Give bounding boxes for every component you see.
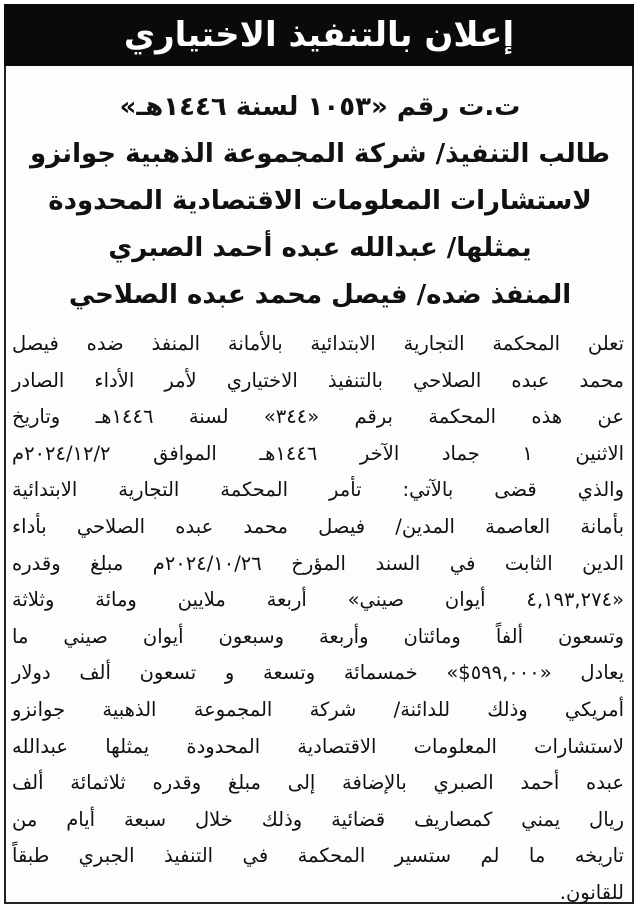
body-line: محمد عبده الصلاحي بالتنفيذ الاختياري لأمر الأداء الصادر — [12, 368, 624, 392]
body-line: عبده أحمد الصبري بالإضافة إلى مبلغ وقدره ثلاثمائة ألف — [12, 771, 624, 795]
body-line: لاستشارات المعلومات الاقتصادية المحدودة يمثلها عبدالله — [12, 734, 624, 758]
body-line: بأمانة العاصمة المدين/ فيصل محمد عبده الصلاحي بأداء — [12, 514, 624, 538]
execution-requester-continued: لاستشارات المعلومات الاقتصادية المحدودة — [48, 186, 592, 216]
notice-headlines — [14, 84, 626, 319]
representative: يمثلها/ عبدالله عبده أحمد الصبري — [108, 233, 532, 263]
case-number: ت.ت رقم «١٠٥٣ لسنة ١٤٤٦هـ» — [119, 92, 521, 122]
notice-body — [12, 326, 624, 912]
body-line: عن هذه المحكمة برقم «٣٤٤» لسنة ١٤٤٦هـ وتاريخ — [12, 405, 624, 429]
body-line: وتسعون ألفاً ومائتان وأربعة وسبعون أيوان صيني ما — [12, 624, 624, 648]
executed-against: المنفذ ضده/ فيصل محمد عبده الصلاحي — [68, 280, 572, 310]
body-line: أمريكي وذلك للدائنة/ شركة المجموعة الذهبية جوانزو — [12, 697, 624, 721]
notice-banner — [4, 4, 634, 66]
execution-requester: طالب التنفيذ/ شركة المجموعة الذهبية جوانزو — [29, 139, 611, 169]
body-line: «٤,١٩٣,٢٧٤ أيوان صيني» أربعة ملايين ومائة وثلاثة — [12, 588, 624, 612]
body-line: ريال يمني كمصاريف قضائية وذلك خلال سبعة أيام من — [12, 807, 624, 831]
body-line: تاريخه ما لم ستسير المحكمة في التنفيذ الجبري طبقاً — [12, 844, 624, 868]
body-line-final: للقانون. — [559, 880, 624, 904]
body-line: يعادل «٥٩٩,٠٠٠$» خمسمائة وتسعة و تسعون ألف دولار — [12, 661, 624, 685]
body-line: الدين الثابت في السند المؤرخ ٢٠٢٤/١٠/٢٦م مبلغ وقدره — [12, 551, 624, 575]
body-line: الاثنين ١ جماد الآخر ١٤٤٦هـ الموافق ٢٠٢٤/١٢/٢م — [12, 441, 624, 465]
body-line: تعلن المحكمة التجارية الابتدائية بالأمانة المنفذ ضده فيصل — [12, 332, 624, 355]
notice-title: إعلان بالتنفيذ الاختياري — [123, 15, 515, 55]
body-line: والذي قضى بالآتي: تأمر المحكمة التجارية الابتدائية — [12, 478, 624, 502]
